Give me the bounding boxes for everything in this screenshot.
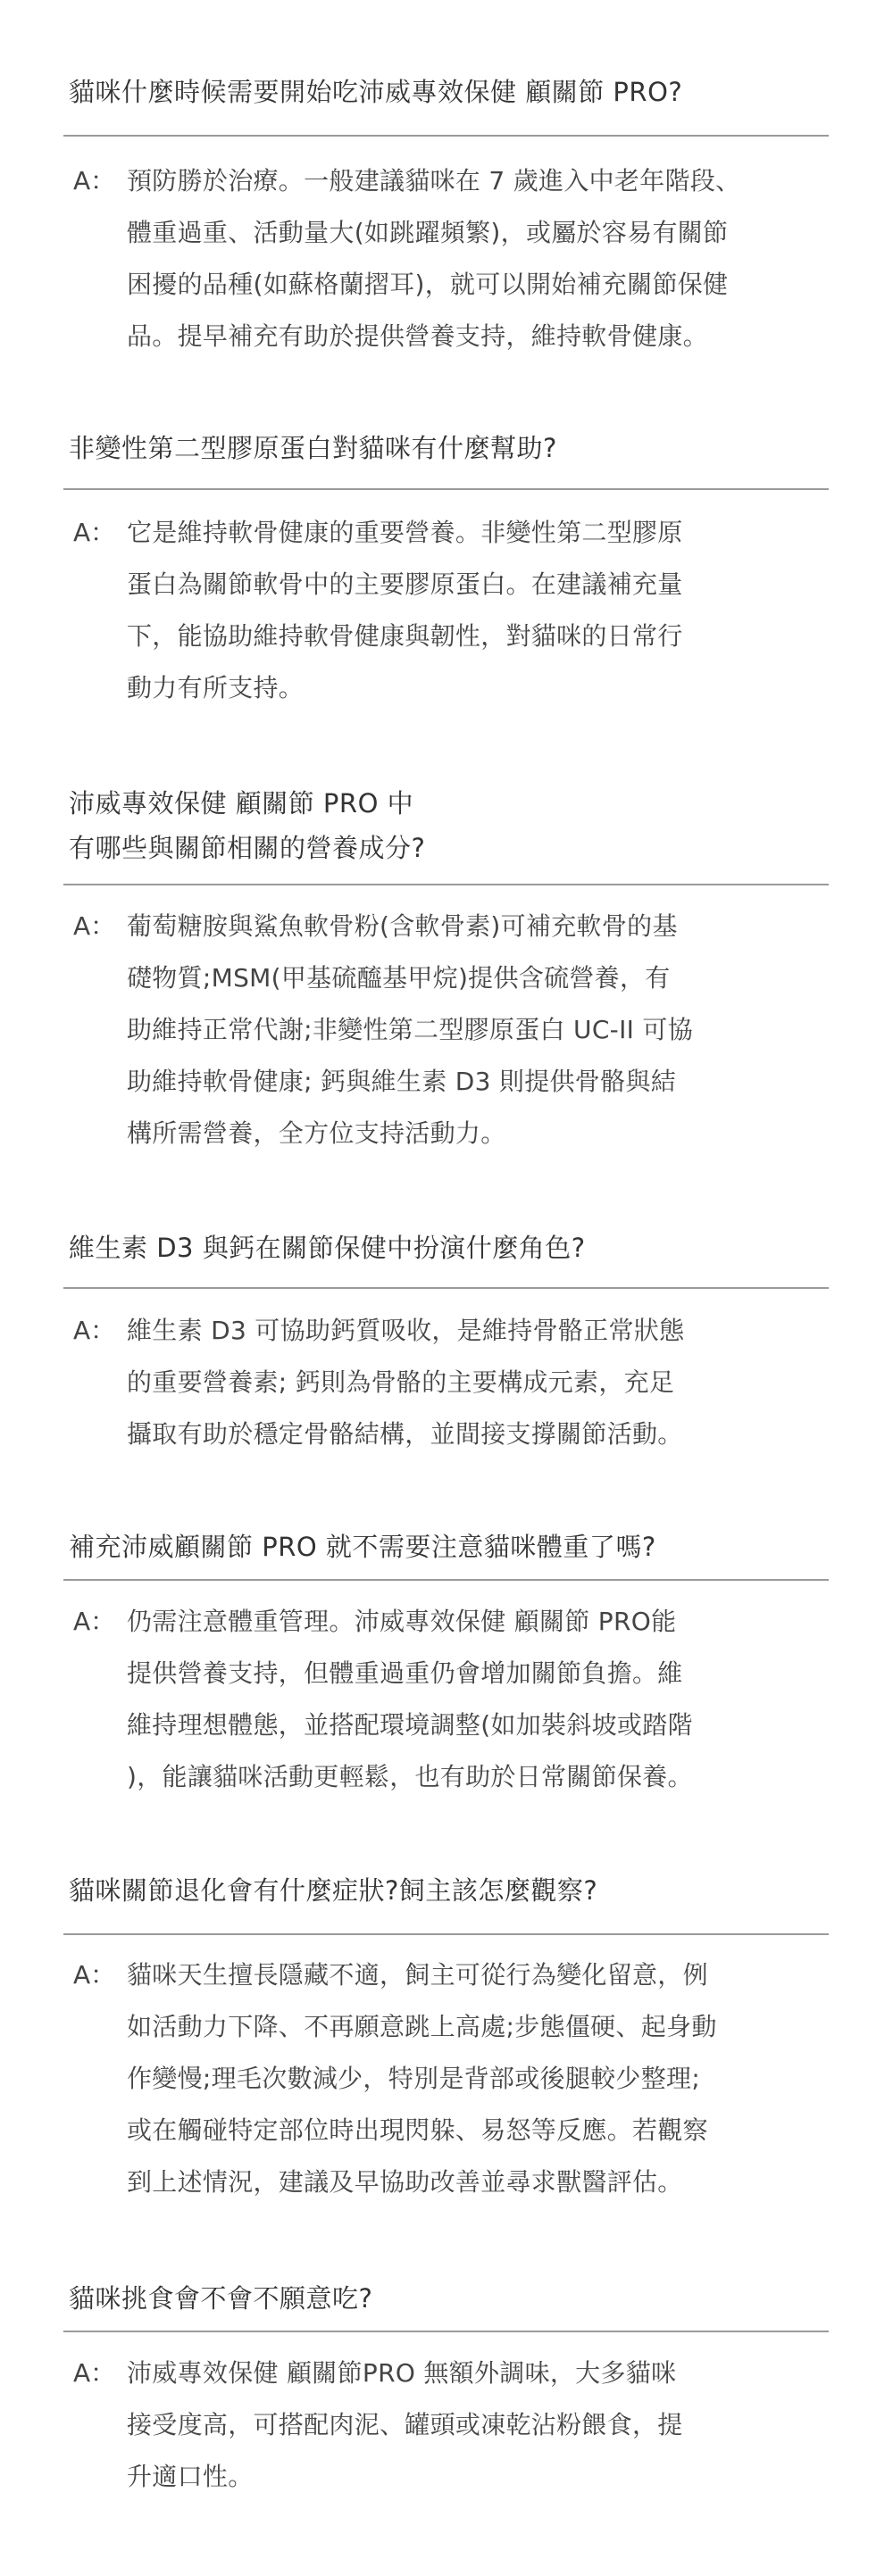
faq-item (63, 1868, 829, 2208)
faq-item (63, 70, 829, 362)
answer-line: 助維持軟骨健康; 鈣與維生素 D3 則提供骨骼與結 (127, 1067, 677, 1096)
divider (63, 2331, 829, 2332)
question-line: 貓咪關節退化會有什麼症狀?飼主該怎麼觀察? (69, 1875, 598, 1906)
faq-question (69, 1868, 829, 1913)
divider (63, 1579, 829, 1581)
divider (63, 1933, 829, 1935)
answer-line: 作變慢;理毛次數減少，特別是背部或後腿較少整理; (127, 2064, 701, 2093)
faq-question (69, 426, 829, 470)
answer-line: 攝取有助於穩定骨骼結構，並間接支撐關節活動。 (127, 1419, 683, 1449)
answer-line: 品。提早補充有助於提供營養支持，維持軟骨健康。 (127, 321, 708, 351)
answer-line: 助維持正常代謝;非變性第二型膠原蛋白 UC-II 可協 (127, 1015, 694, 1044)
faq-answer (63, 1596, 829, 1803)
faq-item (63, 1226, 829, 1460)
answer-line: )，能讓貓咪活動更輕鬆，也有助於日常關節保養。 (127, 1762, 693, 1791)
answer-line: 維持理想體態，並搭配環境調整(如加裝斜坡或踏階 (127, 1710, 693, 1740)
question-line: 沛威專效保健 顧關節 PRO 中 (69, 788, 414, 819)
answer-line: 它是維持軟骨健康的重要營養。非變性第二型膠原 (127, 518, 683, 547)
faq-question (69, 1525, 829, 1569)
faq-question (69, 70, 829, 114)
question-line: 非變性第二型膠原蛋白對貓咪有什麼幫助? (69, 433, 557, 463)
faq-question (69, 781, 829, 870)
question-line: 補充沛威顧關節 PRO 就不需要注意貓咪體重了嗎? (69, 1532, 656, 1562)
divider (63, 488, 829, 490)
question-line: 貓咪挑食會不會不願意吃? (69, 2283, 373, 2314)
answer-prefix: A： (73, 1316, 116, 1345)
faq-question (69, 1226, 829, 1270)
answer-line: 下，能協助維持軟骨健康與韌性，對貓咪的日常行 (127, 621, 683, 651)
faq-item (63, 2276, 829, 2503)
answer-line: 的重要營養素; 鈣則為骨骼的主要構成元素，充足 (127, 1367, 675, 1397)
answer-line: 葡萄糖胺與鯊魚軟骨粉(含軟骨素)可補充軟骨的基 (127, 911, 678, 941)
faq-answer (63, 2347, 829, 2503)
answer-line: 仍需注意體重管理。沛威專效保健 顧關節 PRO能 (127, 1607, 677, 1636)
answer-prefix: A： (73, 911, 116, 941)
answer-line: 困擾的品種(如蘇格蘭摺耳)，就可以開始補充關節保健 (127, 270, 729, 299)
faq-item (63, 426, 829, 714)
faq-answer (63, 901, 829, 1159)
answer-prefix: A： (73, 518, 116, 547)
answer-line: 礎物質;MSM(甲基硫醯基甲烷)提供含硫營養，有 (127, 963, 671, 993)
faq-item (63, 781, 829, 1159)
answer-line: 接受度高，可搭配肉泥、罐頭或凍乾沾粉餵食，提 (127, 2410, 683, 2439)
answer-line: 到上述情況，建議及早協助改善並尋求獸醫評估。 (127, 2167, 683, 2197)
answer-line: 預防勝於治療。一般建議貓咪在 7 歲進入中老年階段、 (127, 166, 741, 195)
answer-line: 升適口性。 (127, 2462, 254, 2491)
answer-line: 維生素 D3 可協助鈣質吸收，是維持骨骼正常狀態 (127, 1316, 685, 1345)
answer-line: 提供營養支持，但體重過重仍會增加關節負擔。維 (127, 1658, 683, 1688)
answer-line: 如活動力下降、不再願意跳上高處;步態僵硬、起身動 (127, 2012, 717, 2041)
answer-line: 沛威專效保健 顧關節PRO 無額外調味，大多貓咪 (127, 2358, 677, 2388)
answer-line: 或在觸碰特定部位時出現閃躲、易怒等反應。若觀察 (127, 2115, 708, 2145)
answer-line: 動力有所支持。 (127, 673, 305, 702)
faq-answer (63, 507, 829, 714)
answer-line: 構所需營養，全方位支持活動力。 (127, 1118, 506, 1148)
faq-answer (63, 1305, 829, 1460)
answer-line: 貓咪天生擅長隱藏不適，飼主可從行為變化留意，例 (127, 1960, 708, 1990)
divider (63, 135, 829, 137)
divider (63, 1287, 829, 1289)
answer-prefix: A： (73, 1960, 116, 1990)
faq-question (69, 2276, 829, 2321)
answer-prefix: A： (73, 1607, 116, 1636)
answer-prefix: A： (73, 166, 116, 195)
faq-item (63, 1525, 829, 1803)
answer-prefix: A： (73, 2358, 116, 2388)
question-line: 有哪些與關節相關的營養成分? (69, 833, 426, 863)
divider (63, 884, 829, 885)
answer-line: 蛋白為關節軟骨中的主要膠原蛋白。在建議補充量 (127, 569, 683, 599)
question-line: 貓咪什麼時候需要開始吃沛威專效保健 顧關節 PRO? (69, 77, 683, 107)
faq-answer (63, 155, 829, 362)
faq-answer (63, 1949, 829, 2208)
question-line: 維生素 D3 與鈣在關節保健中扮演什麼角色? (69, 1233, 586, 1263)
answer-line: 體重過重、活動量大(如跳躍頻繁)，或屬於容易有關節 (127, 218, 729, 247)
